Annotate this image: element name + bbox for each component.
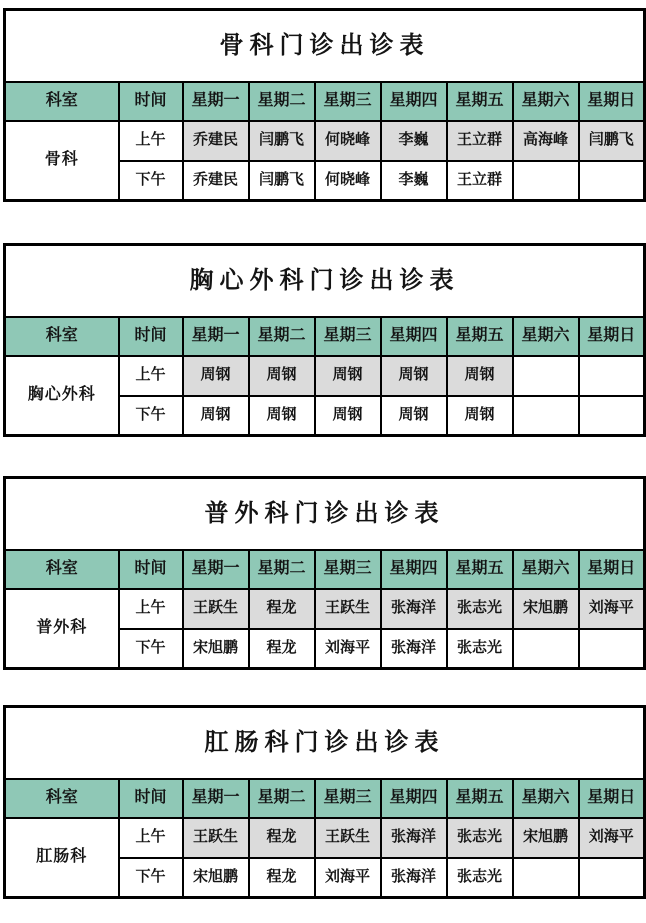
doctor-cell-pm: 张海洋 <box>381 858 447 898</box>
weekday-column-header: 星期一 <box>183 82 249 121</box>
doctor-cell-pm: 张志光 <box>447 858 513 898</box>
weekday-column-header: 星期四 <box>381 82 447 121</box>
title-row <box>5 10 645 82</box>
am-row <box>5 121 645 161</box>
doctor-cell-am: 李巍 <box>381 121 447 161</box>
time-cell-am: 上午 <box>119 818 183 858</box>
schedule-table-4 <box>3 705 646 899</box>
table-title: 胸心外科门诊出诊表 <box>5 245 645 317</box>
weekday-column-header: 星期二 <box>249 550 315 589</box>
time-cell-am: 上午 <box>119 356 183 396</box>
doctor-cell-pm: 张志光 <box>447 629 513 669</box>
doctor-cell-pm: 周钢 <box>249 396 315 436</box>
doctor-cell-pm: 刘海平 <box>315 629 381 669</box>
am-row <box>5 589 645 629</box>
title-row <box>5 707 645 779</box>
weekday-column-header: 星期五 <box>447 317 513 356</box>
doctor-cell-am: 周钢 <box>183 356 249 396</box>
department-column-header: 科室 <box>5 550 119 589</box>
weekday-column-header: 星期日 <box>579 317 645 356</box>
weekday-column-header: 星期三 <box>315 550 381 589</box>
doctor-cell-am: 高海峰 <box>513 121 579 161</box>
doctor-cell-am: 张志光 <box>447 589 513 629</box>
department-cell: 骨科 <box>5 121 119 201</box>
doctor-cell-am: 周钢 <box>315 356 381 396</box>
doctor-cell-am: 王跃生 <box>315 589 381 629</box>
department-cell: 胸心外科 <box>5 356 119 436</box>
time-cell-pm: 下午 <box>119 629 183 669</box>
weekday-column-header: 星期一 <box>183 779 249 818</box>
weekday-column-header: 星期四 <box>381 779 447 818</box>
doctor-cell-pm: 乔建民 <box>183 161 249 201</box>
time-column-header: 时间 <box>119 317 183 356</box>
doctor-cell-pm <box>579 629 645 669</box>
doctor-cell-am: 乔建民 <box>183 121 249 161</box>
time-column-header: 时间 <box>119 82 183 121</box>
weekday-column-header: 星期五 <box>447 550 513 589</box>
weekday-column-header: 星期三 <box>315 317 381 356</box>
department-cell: 肛肠科 <box>5 818 119 898</box>
header-row <box>5 82 645 121</box>
doctor-cell-pm <box>513 161 579 201</box>
doctor-cell-am: 刘海平 <box>579 818 645 858</box>
weekday-column-header: 星期二 <box>249 779 315 818</box>
weekday-column-header: 星期六 <box>513 82 579 121</box>
weekday-column-header: 星期四 <box>381 317 447 356</box>
doctor-cell-am: 周钢 <box>381 356 447 396</box>
doctor-cell-pm: 程龙 <box>249 858 315 898</box>
doctor-cell-pm: 宋旭鹏 <box>183 858 249 898</box>
department-cell: 普外科 <box>5 589 119 669</box>
weekday-column-header: 星期五 <box>447 82 513 121</box>
doctor-cell-pm: 何晓峰 <box>315 161 381 201</box>
doctor-cell-am <box>513 356 579 396</box>
time-column-header: 时间 <box>119 779 183 818</box>
schedule-tables <box>0 8 646 899</box>
doctor-cell-pm <box>513 629 579 669</box>
weekday-column-header: 星期二 <box>249 82 315 121</box>
doctor-cell-pm: 张海洋 <box>381 629 447 669</box>
doctor-cell-am: 张志光 <box>447 818 513 858</box>
doctor-cell-pm: 周钢 <box>183 396 249 436</box>
time-cell-pm: 下午 <box>119 161 183 201</box>
doctor-cell-pm: 周钢 <box>447 396 513 436</box>
doctor-cell-am: 宋旭鹏 <box>513 589 579 629</box>
weekday-column-header: 星期一 <box>183 317 249 356</box>
department-column-header: 科室 <box>5 779 119 818</box>
doctor-cell-am: 刘海平 <box>579 589 645 629</box>
weekday-column-header: 星期日 <box>579 779 645 818</box>
doctor-cell-pm: 闫鹏飞 <box>249 161 315 201</box>
doctor-cell-pm: 周钢 <box>315 396 381 436</box>
doctor-cell-am: 宋旭鹏 <box>513 818 579 858</box>
doctor-cell-am: 张海洋 <box>381 818 447 858</box>
time-column-header: 时间 <box>119 550 183 589</box>
weekday-column-header: 星期日 <box>579 550 645 589</box>
doctor-cell-pm: 李巍 <box>381 161 447 201</box>
am-row <box>5 356 645 396</box>
doctor-cell-am: 周钢 <box>249 356 315 396</box>
doctor-cell-pm <box>579 858 645 898</box>
doctor-cell-am: 张海洋 <box>381 589 447 629</box>
doctor-cell-pm: 刘海平 <box>315 858 381 898</box>
doctor-cell-pm <box>579 161 645 201</box>
doctor-cell-am: 程龙 <box>249 818 315 858</box>
weekday-column-header: 星期一 <box>183 550 249 589</box>
doctor-cell-am: 程龙 <box>249 589 315 629</box>
department-column-header: 科室 <box>5 82 119 121</box>
doctor-cell-am: 王跃生 <box>183 818 249 858</box>
am-row <box>5 818 645 858</box>
weekday-column-header: 星期三 <box>315 82 381 121</box>
doctor-cell-pm: 宋旭鹏 <box>183 629 249 669</box>
doctor-cell-am: 王跃生 <box>315 818 381 858</box>
doctor-cell-pm <box>513 858 579 898</box>
time-cell-pm: 下午 <box>119 396 183 436</box>
weekday-column-header: 星期六 <box>513 779 579 818</box>
title-row <box>5 245 645 317</box>
doctor-cell-pm <box>579 396 645 436</box>
doctor-cell-am: 何晓峰 <box>315 121 381 161</box>
department-column-header: 科室 <box>5 317 119 356</box>
doctor-cell-pm <box>513 396 579 436</box>
table-title: 肛肠科门诊出诊表 <box>5 707 645 779</box>
header-row <box>5 317 645 356</box>
doctor-cell-am: 王立群 <box>447 121 513 161</box>
title-row <box>5 478 645 550</box>
weekday-column-header: 星期五 <box>447 779 513 818</box>
weekday-column-header: 星期三 <box>315 779 381 818</box>
schedule-table-3 <box>3 476 646 670</box>
weekday-column-header: 星期四 <box>381 550 447 589</box>
weekday-column-header: 星期六 <box>513 317 579 356</box>
schedule-table-2 <box>3 243 646 437</box>
doctor-cell-pm: 周钢 <box>381 396 447 436</box>
doctor-cell-am: 闫鹏飞 <box>249 121 315 161</box>
doctor-cell-am: 王跃生 <box>183 589 249 629</box>
doctor-cell-am <box>579 356 645 396</box>
doctor-cell-am: 闫鹏飞 <box>579 121 645 161</box>
schedule-table-1 <box>3 8 646 202</box>
doctor-cell-pm: 王立群 <box>447 161 513 201</box>
doctor-cell-am: 周钢 <box>447 356 513 396</box>
doctor-cell-pm: 程龙 <box>249 629 315 669</box>
table-title: 普外科门诊出诊表 <box>5 478 645 550</box>
header-row <box>5 779 645 818</box>
time-cell-am: 上午 <box>119 121 183 161</box>
time-cell-am: 上午 <box>119 589 183 629</box>
weekday-column-header: 星期日 <box>579 82 645 121</box>
table-title: 骨科门诊出诊表 <box>5 10 645 82</box>
weekday-column-header: 星期六 <box>513 550 579 589</box>
time-cell-pm: 下午 <box>119 858 183 898</box>
weekday-column-header: 星期二 <box>249 317 315 356</box>
header-row <box>5 550 645 589</box>
